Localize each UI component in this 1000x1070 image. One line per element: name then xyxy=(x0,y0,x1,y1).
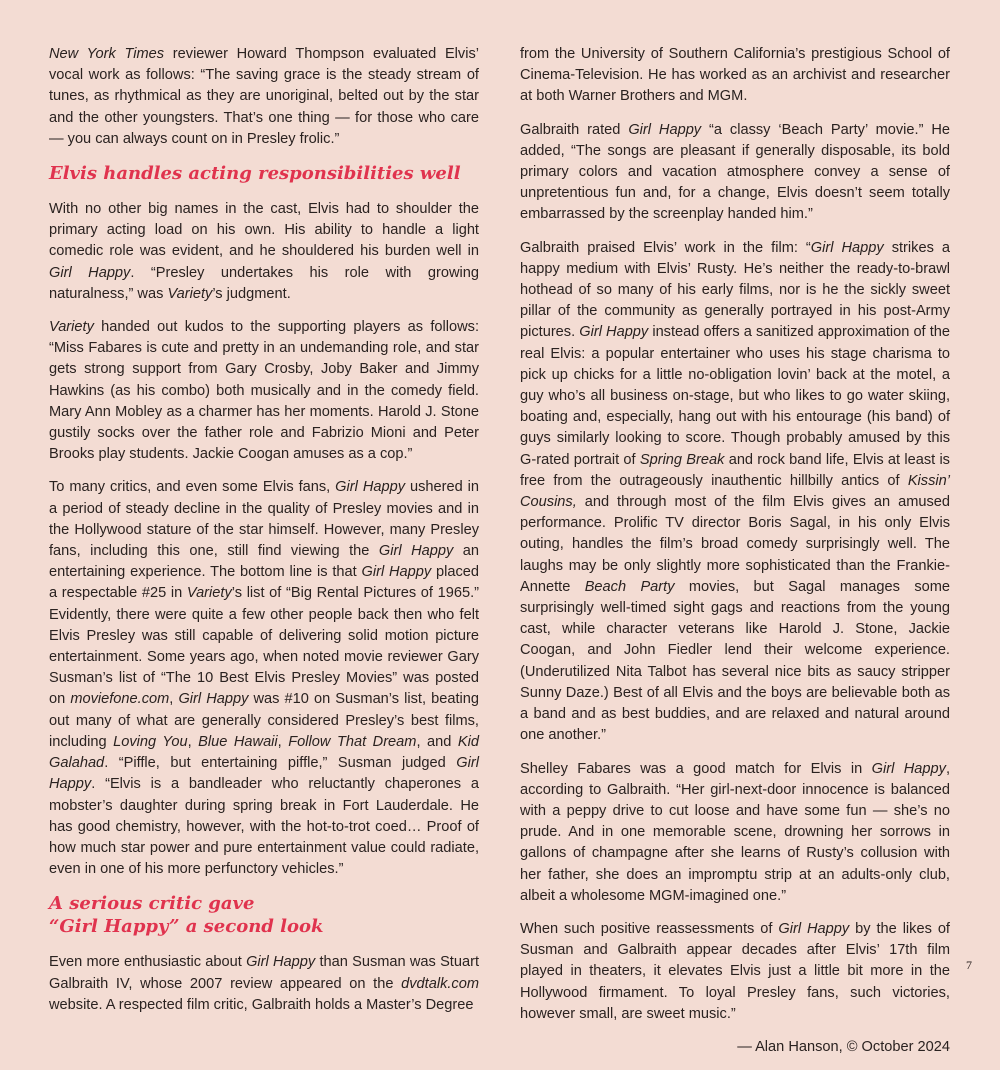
right-column xyxy=(520,44,950,1070)
paragraph-galbraith-praise: Galbraith praised Elvis’ work in the film: “Girl Happy strikes a happy medium with Elvis’ Rusty. He’s neither the ready-to-brawl hothead of so many of his early films, nor is he the sickly sweet pillar of the community as generally portrayed in his post-Army pictures. Girl Happy instead offers a sanitized approximation of the real Elvis: a popular entertainer who uses his stage charisma to pick up chicks for a little no-obligation lovin’ back at the motel, a guy who’s all business on-stage, but who likes to go water skiing, boating and, especially, hang out with his entourage (his band) of guys similarly looking to score. Though probably amused by this G-rated portrait of Spring Break and rock band life, Elvis at least is free from the outrageously inauthentic hillbilly antics of Kissin’ Cousins, and through most of the film Elvis gives an amused performance. Prolific TV director Boris Sagal, in his only Elvis outing, handles the film’s broad comedy surprisingly well. The laughs may be only slightly more sophisticated than the Frankie-Annette Beach Party movies, but Sagal manages some surprisingly well-timed sight gags and reactions from the young cast, while character veterans like Harold J. Stone, Jackie Coogan, and John Fiedler lend their welcome experience. (Underutilized Nita Talbot has several nice bits as saucy stripper Sunny Daze.) Best of all Elvis and the boys are believable both as a band and as best buddies, and are relaxed and natural around one another.” xyxy=(520,239,951,744)
section-heading-serious-critic: A serious critic gave “Girl Happy” a second look xyxy=(49,893,324,938)
paragraph-reassessments: When such positive reassessments of Girl Happy by the likes of Susman and Galbraith appear decades after Elvis’ 17th film played in theaters, it elevates Elvis just a little bit more in the Hollywood firmament. To loyal Presley fans, such victories, however small, are sweet music.” xyxy=(520,920,950,1022)
section-heading-acting: Elvis handles acting responsibilities well xyxy=(49,163,461,185)
page-number: 7 xyxy=(966,958,972,972)
paragraph-galbraith-rating: Galbraith rated Girl Happy “a classy ‘Beach Party’ movie.” He added, “The songs are pleasant if generally disposable, its bold primary colors and vacation atmosphere convey a sense of unpretentious fun and, for a change, Elvis doesn’t seem totally embarrassed by the screenplay handed him.” xyxy=(520,121,950,223)
paragraph-shelley-fabares: Shelley Fabares was a good match for Elvis in Girl Happy, according to Galbraith. “Her girl-next-door innocence is balanced with a peppy drive to cut loose and have some fun — she’s no prude. And in one memorable scene, drowning her sorrows in gallons of champagne after she learns of Rusty’s collusion with her father, she does an impromptu strip at an adults-only club, albeit a wholesome MGM-imagined one.” xyxy=(520,760,951,904)
paragraph-variety-kudos: Variety handed out kudos to the supporting players as follows: “Miss Fabares is cute and pretty in an undemanding role, and star gets strong support from Gary Crosby, Joby Baker and Jimmy Hawkins (as his combo) both musically and in the comedy field. Mary Ann Mobley as a charmer has her moments. Harold J. Stone gustily socks over the father role and Fabrizio Mioni and Peter Brooks play students. Jackie Coogan amuses as a cop.” xyxy=(49,319,479,463)
paragraph-acting-load: With no other big names in the cast, Elvis had to shoulder the primary acting load on his own. His ability to handle a light comedic role was evident, and he shouldered his burden well in Girl Happy. “Presley undertakes his role with growing naturalness,” was Variety’s judgment. xyxy=(49,201,479,302)
paragraph-galbraith-credentials: from the University of Southern California’s prestigious School of Cinema-Television. He has worked as an archivist and researcher at both Warner Brothers and MGM. xyxy=(520,46,950,105)
paragraph-critics-decline: To many critics, and even some Elvis fans, Girl Happy ushered in a period of steady decline in the quality of Presley movies and in the Hollywood stature of the star himself. However, many Presley fans, including this one, still find viewing the Girl Happy an entertaining experience. The bottom line is that Girl Happy placed a respectable #25 in Variety’s list of “Big Rental Pictures of 1965.” Evidently, there were quite a few other people back then who felt Elvis Presley was still capable of delivering solid motion picture entertainment. Some years ago, when noted movie reviewer Gary Susman’s list of “The 10 Best Elvis Presley Movies” was posted on moviefone.com, Girl Happy was #10 on Susman’s list, beating out many of what are generally considered Presley’s best films, including Loving You, Blue Hawaii, Follow That Dream, and Kid Galahad. “Piffle, but entertaining piffle,” Susman judged Girl Happy. “Elvis is a bandleader who reluctantly chaperones a mobster’s daughter during spring break in Fort Lauderdale. He has good chemistry, however, with the hot-to-trot coed… Proof of how much star power and pure entertainment value could radiate, even in one of his more perfunctory vehicles.” xyxy=(49,479,480,878)
left-column xyxy=(49,44,479,1028)
paragraph-galbraith-intro: Even more enthusiastic about Girl Happy than Susman was Stuart Galbraith IV, whose 2007 review appeared on the dvdtalk.com website. A respected film critic, Galbraith holds a Master’s Degree xyxy=(49,954,479,1013)
paragraph-nyt-review: New York Times reviewer Howard Thompson evaluated Elvis’ vocal work as follows: “The saving grace is the steady stream of tunes, as rhythmical as they are unoriginal, belted out by the star and the other youngsters. That’s one thing — for those who care — you can always count on in Presley frolic.” xyxy=(49,46,479,147)
author-signature: — Alan Hanson, © October 2024 xyxy=(737,1038,950,1055)
